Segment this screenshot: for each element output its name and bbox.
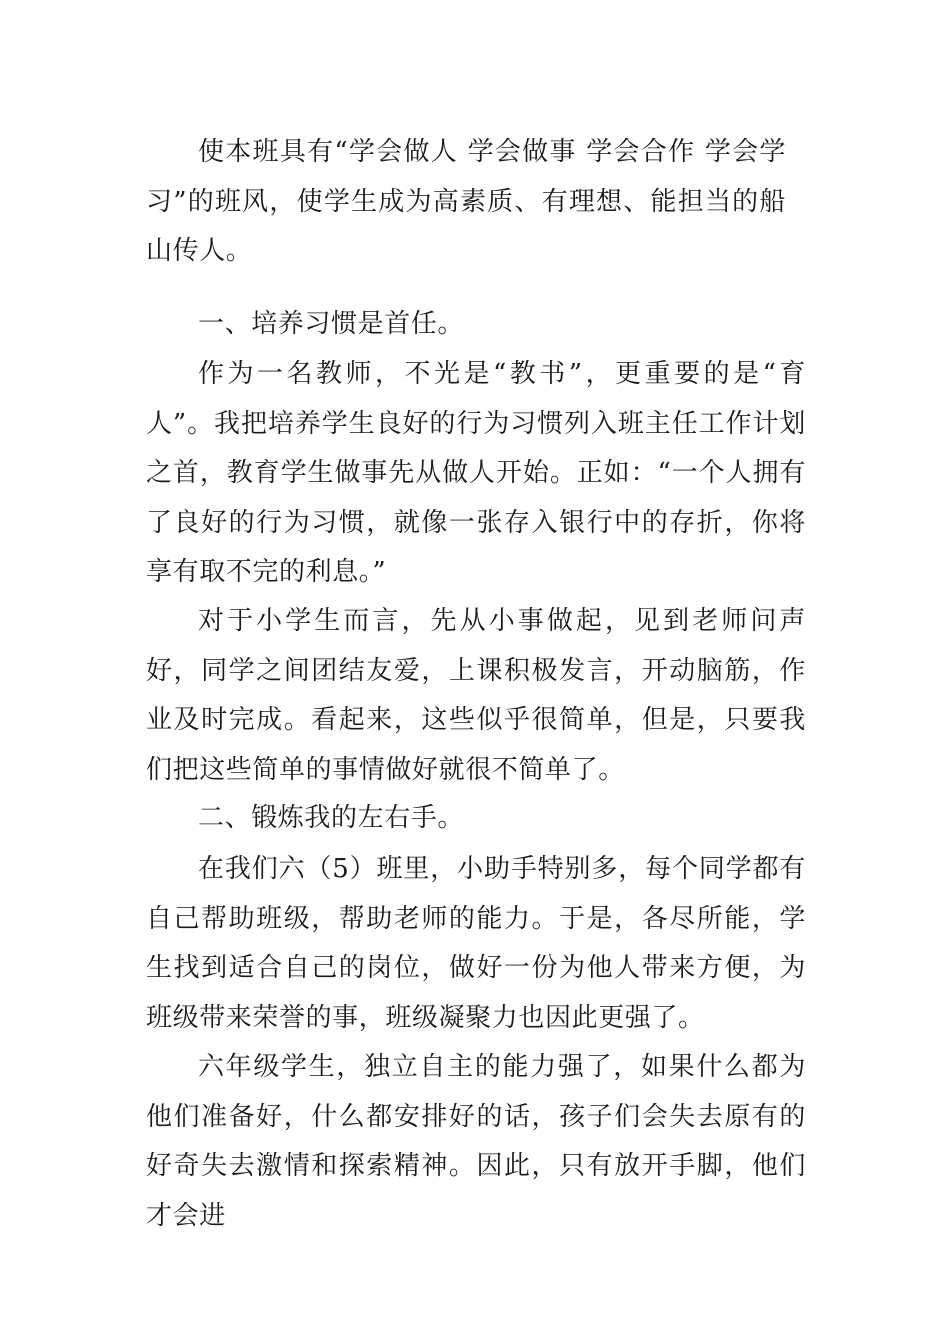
heading-habit-cultivation: 一、培养习惯是首任。 <box>198 309 465 339</box>
paragraph-sixth-grade-independence: 六年级学生，独立自主的能力强了，如果什么都为他们准备好，什么都安排好的话，孩子们会失去原有的好奇失去激情和探索精神。因此，只有放开手脚，他们才会进 <box>146 1052 806 1231</box>
paragraph-little-helpers: 在我们六（5）班里，小助手特别多，每个同学都有自己帮助班级，帮助老师的能力。于是，各尽所能，学生找到适合自己的岗位，做好一份为他人带来方便，为班级带来荣誉的事，班级凝聚力也因此更强了。 <box>146 854 806 1033</box>
paragraph-small-things: 对于小学生而言，先从小事做起，见到老师问声好，同学之间团结友爱，上课积极发言，开动脑筋，作业及时完成。看起来，这些似乎很简单，但是，只要我们把这些简单的事情做好就很不简单了。 <box>146 606 806 785</box>
paragraph-class-motto: 使本班具有“学会做人 学会做事 学会合作 学会学习”的班风，使学生成为高素质、有理想、能担当的船山传人。 <box>146 137 786 266</box>
heading-left-right-hands: 二、锻炼我的左右手。 <box>198 803 465 833</box>
paragraph-teacher-role: 作为一名教师，不光是“教书”，更重要的是“育人”。我把培养学生良好的行为习惯列入班主任工作计划之首，教育学生做事先从做人开始。正如：“一个人拥有了良好的行为习惯，就像一张存入银行中的存折，你将享有取不完的利息。” <box>146 359 806 587</box>
